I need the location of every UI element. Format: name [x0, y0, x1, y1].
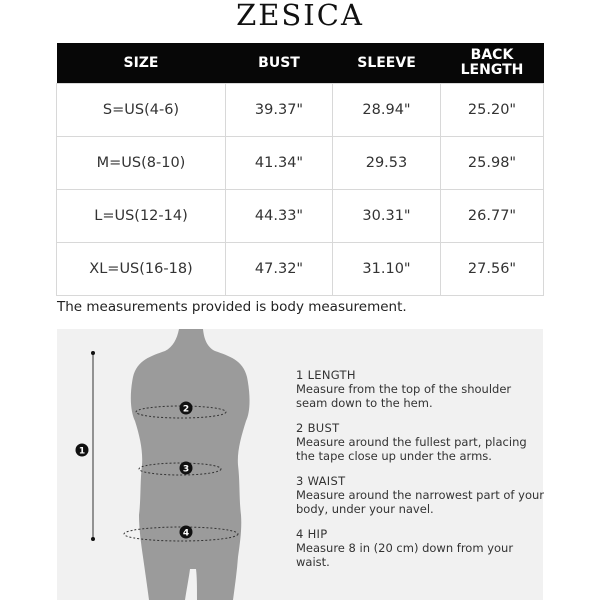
cell-back-length: 25.20"	[441, 84, 544, 137]
cell-sleeve: 30.31"	[333, 190, 441, 243]
table-row	[57, 137, 544, 190]
header-bust: BUST	[226, 43, 333, 84]
table-header-row	[57, 43, 544, 84]
step-title: 2 BUST	[296, 421, 340, 435]
step-waist	[296, 474, 546, 516]
header-back-length: BACK LENGTH	[441, 43, 544, 84]
cell-size: XL=US(16-18)	[57, 243, 226, 296]
step-description: Measure around the fullest part, placing the tape close up under the arms.	[296, 435, 527, 463]
cell-back-length: 27.56"	[441, 243, 544, 296]
svg-text:3: 3	[182, 464, 190, 475]
cell-bust: 41.34"	[226, 137, 333, 190]
svg-text:2: 2	[182, 404, 190, 415]
measurement-steps	[296, 368, 546, 580]
header-size: SIZE	[57, 43, 226, 84]
cell-back-length: 25.98"	[441, 137, 544, 190]
cell-sleeve: 31.10"	[333, 243, 441, 296]
step-description: Measure from the top of the shoulder seam down to the hem.	[296, 382, 512, 410]
step-hip	[296, 527, 546, 569]
cell-size: S=US(4-6)	[57, 84, 226, 137]
svg-text:4: 4	[182, 528, 190, 539]
cell-size: M=US(8-10)	[57, 137, 226, 190]
step-title: 3 WAIST	[296, 474, 346, 488]
cell-bust: 39.37"	[226, 84, 333, 137]
step-description: Measure around the narrowest part of your body, under your navel.	[296, 488, 544, 516]
svg-text:1: 1	[78, 446, 86, 457]
table-row	[57, 84, 544, 137]
table-row	[57, 243, 544, 296]
marker-waist	[180, 462, 193, 475]
brand-logo: ZESICA	[236, 0, 364, 32]
step-title: 4 HIP	[296, 527, 328, 541]
cell-sleeve: 29.53	[333, 137, 441, 190]
marker-length	[76, 444, 89, 457]
table-row	[57, 190, 544, 243]
step-bust	[296, 421, 546, 463]
measurement-note: The measurements provided is body measurement.	[57, 299, 407, 315]
header-sleeve: SLEEVE	[333, 43, 441, 84]
size-chart-table	[56, 43, 544, 296]
cell-back-length: 26.77"	[441, 190, 544, 243]
step-description: Measure 8 in (20 cm) down from your waist.	[296, 541, 514, 569]
step-length	[296, 368, 546, 410]
marker-bust	[180, 402, 193, 415]
cell-bust: 44.33"	[226, 190, 333, 243]
marker-hip	[180, 526, 193, 539]
cell-size: L=US(12-14)	[57, 190, 226, 243]
cell-sleeve: 28.94"	[333, 84, 441, 137]
step-title: 1 LENGTH	[296, 368, 356, 382]
cell-bust: 47.32"	[226, 243, 333, 296]
